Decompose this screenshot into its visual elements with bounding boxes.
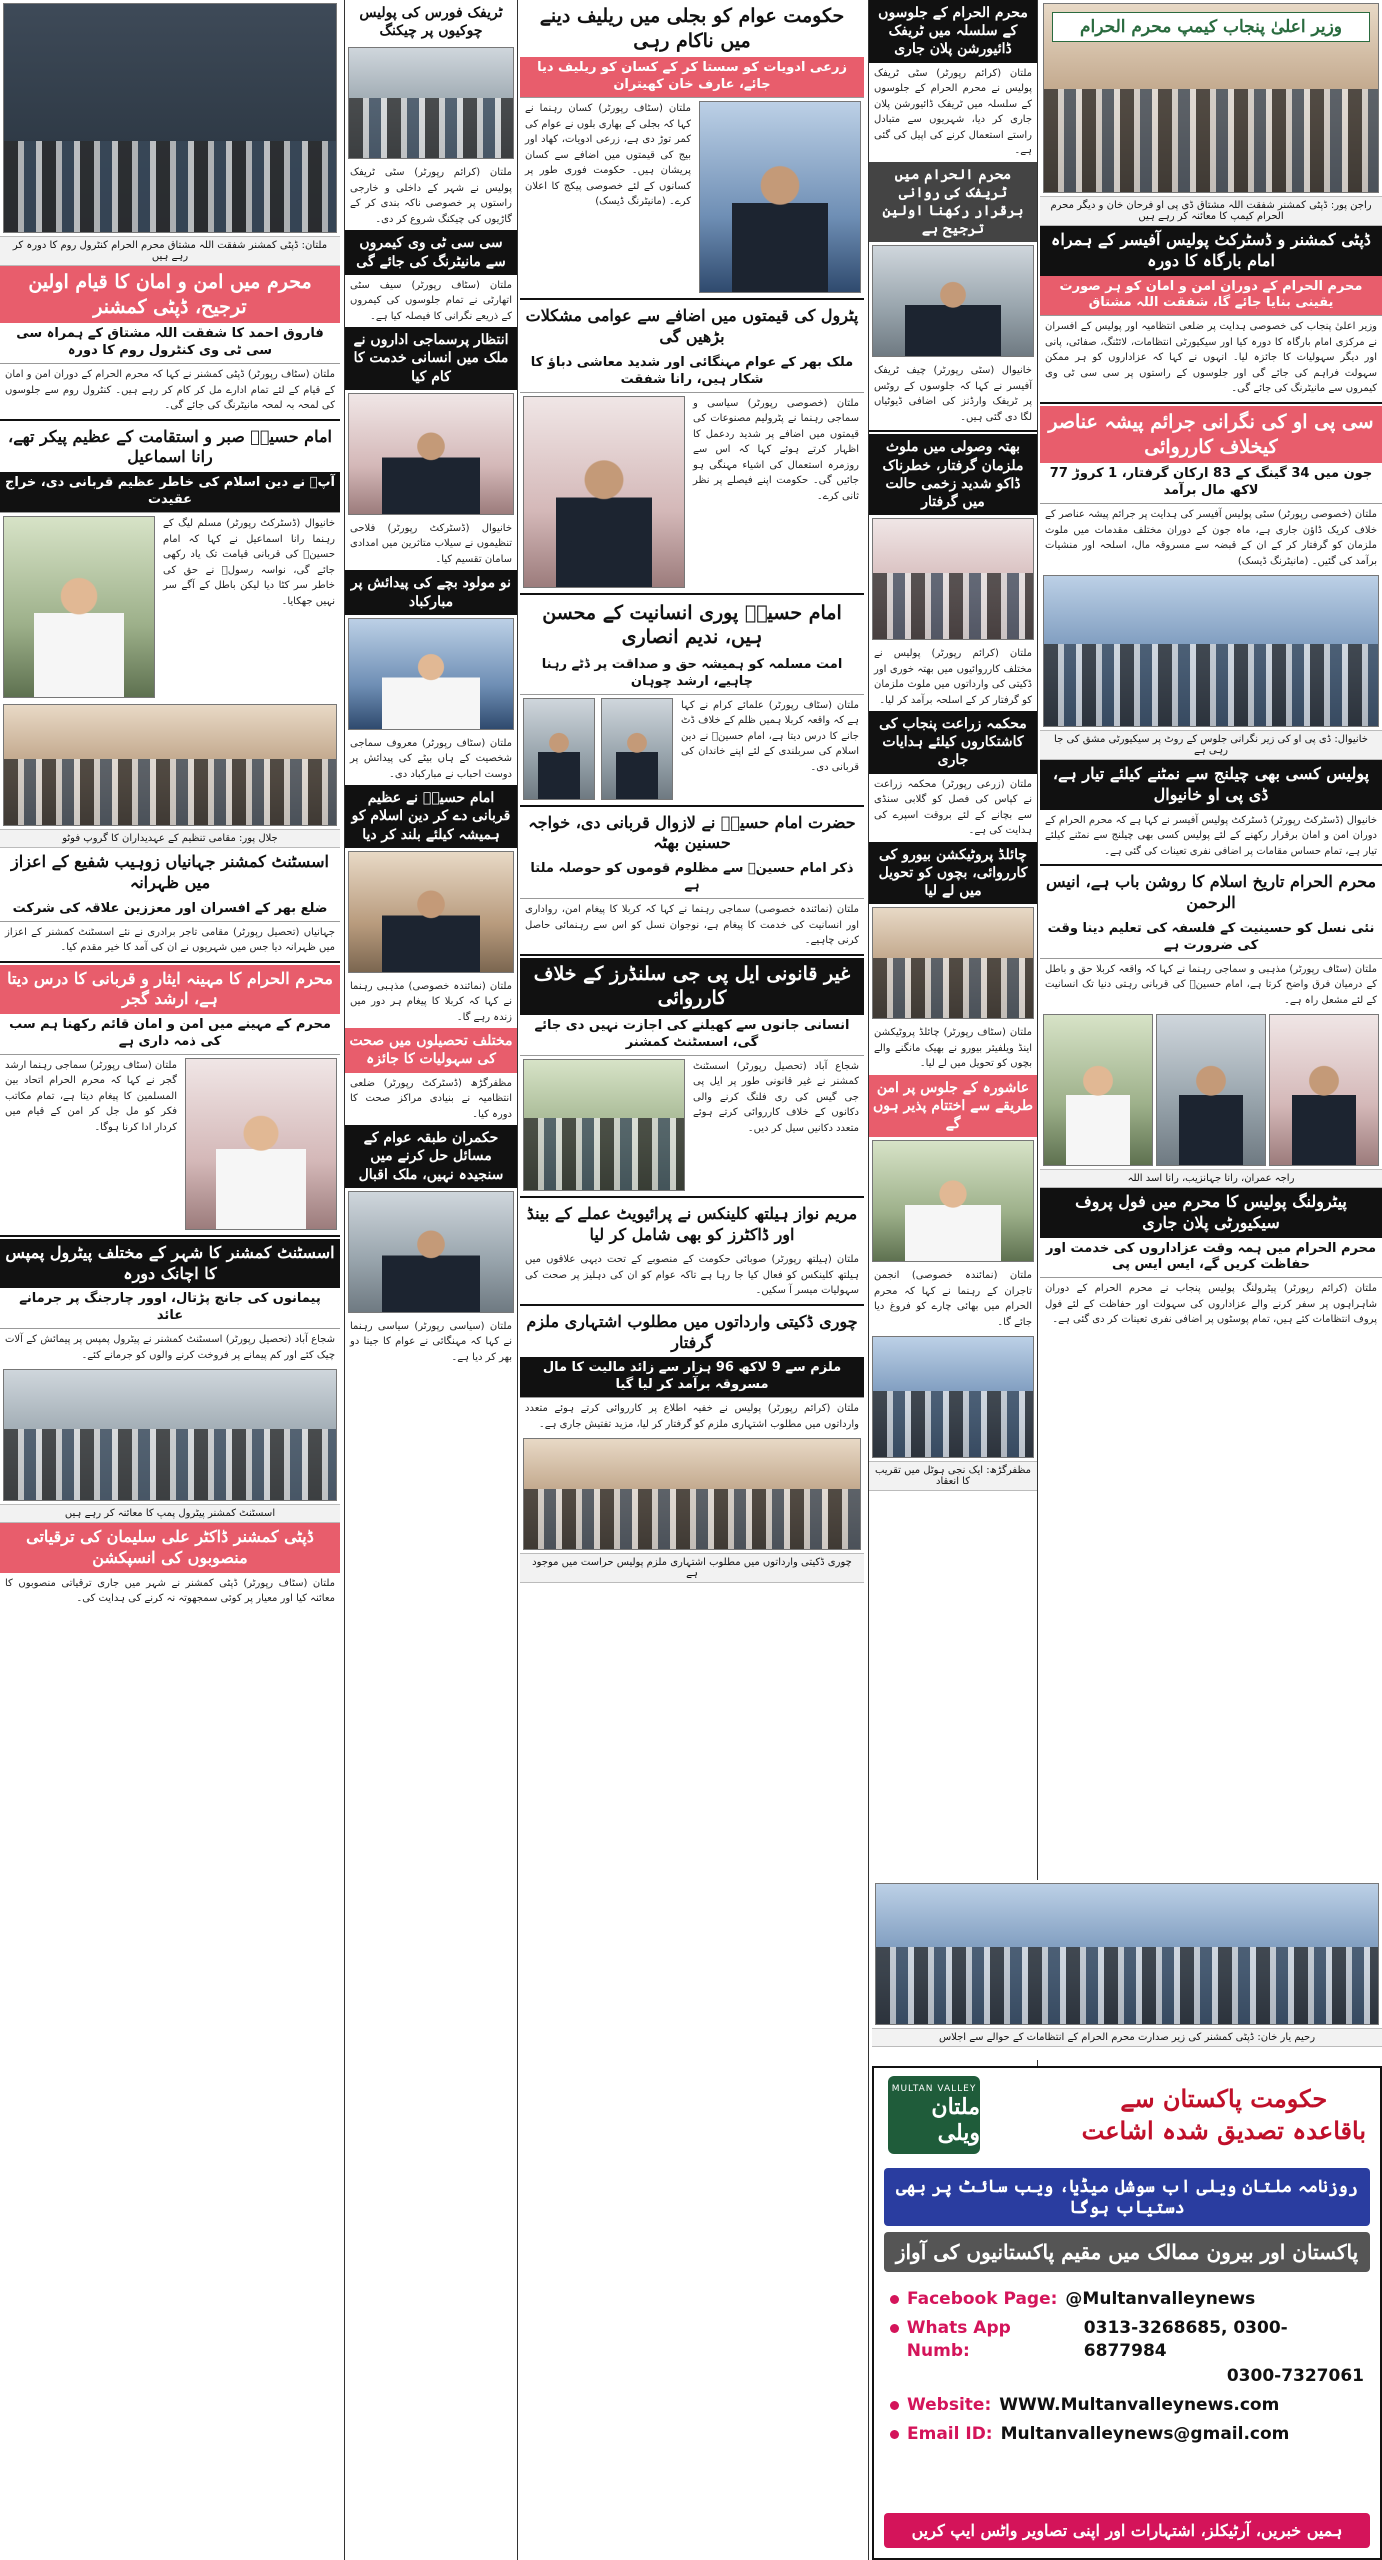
headline-lpg: غیر قانونی ایل پی جی سلنڈرز کے خلاف کارروائی	[520, 958, 864, 1015]
unesco-portrait	[348, 393, 514, 515]
hussain-portrait-1	[601, 698, 673, 800]
hussain-portrait-2	[523, 698, 595, 800]
meeting-block	[872, 1880, 1382, 2060]
headline-traffic-force: ٹریفک فورس کی پولیس چوکیوں پر چیکنگ	[359, 5, 503, 40]
column-4	[344, 0, 518, 2560]
email-row[interactable]: Email ID: Multanvalleynews@gmail.com	[890, 2423, 1364, 2446]
lpg-photo	[523, 1059, 685, 1191]
portrait-3	[1043, 1014, 1153, 1166]
headline-maryam: مریم نواز ہیلتھ کلینکس نے پرائیویٹ عملے کے بینڈ اور ڈاکٹرز کو بھی شامل کر لیا	[526, 1203, 858, 1244]
portraits-caption: راجہ عمران، رانا جہانزیب، رانا اسد اللہ	[1040, 1169, 1382, 1188]
subhead-lpg: انسانی جانوں سے کھیلنے کی اجازت نہیں دی جائے گی، اسسٹنٹ کمشنر	[520, 1015, 864, 1056]
subhead-peace: فاروق احمد کا شفقت اللہ مشتاق کے ہمراہ سی سی ٹی وی کنٹرول روم کا دورہ	[0, 323, 340, 364]
headline-imam: امام حسینؑ نے عظیم قربانی دے کر دین اسلام کو ہمیشہ کیلئے بلند کر دیا	[345, 785, 517, 848]
headline-robbery: چوری ڈکیتی وارداتوں میں مطلوب اشتہاری ملزم گرفتار	[526, 1311, 858, 1352]
body-proof: ملتان (کرائم رپورٹر) پیٹرولنگ پولیس پنجاب نے محرم الحرام کے دوران شاہراہوں پر سفر کرنے والے عزاداروں کی سہولت اور حفاظت کے لئے فول پروف انتظامات کئے ہیں، تمام پوسٹوں پر اضافی نفری تعینات کر دی گئی ہے۔	[1045, 1283, 1377, 1326]
body-tribute: خانیوال (سٹی رپورٹر) چیف ٹریفک آفیسر نے کہا کہ جلوسوں کے روٹس پر ٹریفک وارڈنز کی اضافی ڈیوٹیاں لگا دی گئی ہیں۔	[874, 365, 1032, 423]
checkpoint-photo	[348, 47, 514, 159]
body-ashura: ملتان (نمائندہ خصوصی) انجمن تاجران کے رہنما نے کہا کہ محرم الحرام میں بھائی چارے کو فروغ دیا جائے گا۔	[874, 1270, 1032, 1328]
robbery-photo	[523, 1438, 861, 1550]
camp-photo	[1043, 3, 1379, 193]
subhead-islam: نئی نسل کو حسینیت کے فلسفہ کی تعلیم دینا وقت کی ضرورت ہے	[1040, 918, 1382, 959]
headline-tribute: محرم الحرام میں ٹریفک کی روانی برقرار رکھنا اولین ترجیح ہے	[869, 162, 1037, 243]
ad-footer: ہمیں خبریں، آرٹیکلز، اشتہارات اور اپنی تصاویر واٹس ایپ کریں	[884, 2513, 1370, 2548]
body-police-ready: خانیوال (ڈسٹرکٹ رپورٹر) ڈسٹرکٹ پولیس آفیسر نے کہا ہے کہ محرم الحرام کے دوران امن و امان برقرار رکھنے کے لئے پولیس کسی بھی چیلنج سے نمٹنے کیلئے تیار ہے، تمام حساس مقامات پر اضافی نفری تعینات کی گئی ہے۔	[1045, 814, 1377, 857]
bullet-icon	[890, 2295, 899, 2304]
headline-resilience: امام حسینؑ صبر و استقامت کے عظیم پیکر تھے، رانا اسماعیل	[8, 426, 332, 467]
control-room-photo	[3, 3, 337, 233]
headline-proof: پیٹرولنگ پولیس کا محرم میں فول پروف سیکیورٹی پلان جاری	[1040, 1188, 1382, 1238]
whatsapp-row-2: 0300-7327061	[1226, 2365, 1364, 2386]
whatsapp-row[interactable]: Whats App Numb: 0313-3268685, 0300-6877984	[890, 2317, 1364, 2363]
body-islam: ملتان (سٹاف رپورٹر) مذہبی و سماجی رہنما نے کہا کہ واقعہ کربلا حق و باطل کے درمیان فرق واضح کرتا ہے، امام حسینؑ کی قربانی رہتی دنیا تک انسانیت کے لئے مشعل راہ ہے۔	[1045, 963, 1377, 1006]
headline-arrest: بھتہ وصولی میں ملوث ملزمان گرفتار، خطرناک ڈاکو شدید زخمی حالت میں گرفتار	[869, 434, 1037, 515]
control-room-caption: ملتان: ڈپٹی کمشنر شفقت اللہ مشتاق محرم الحرام کنٹرول روم کا دورہ کر رہے ہیں	[0, 236, 340, 266]
subhead-robbery: ملزم سے 9 لاکھ 96 ہزار سے زائد مالیت کا مال مسروقہ برآمد کر لیا گیا	[520, 1357, 864, 1398]
ad-contacts	[874, 2278, 1380, 2456]
prices-portrait	[523, 396, 685, 588]
relief-portrait	[699, 101, 861, 293]
official-portrait	[872, 245, 1034, 357]
body-cpo: ملتان (خصوصی رپورٹر) سٹی پولیس آفیسر کی ہدایت پر جرائم پیشہ عناصر کے خلاف کریک ڈاؤن جاری ہے، ماہ جون کے دوران مختلف مقدمات میں ملوث ملزمان کو گرفتار کر کے ان کے قبضہ سے مسروقہ مال، اسلحہ اور منشیات برآمد کی گئیں۔ (مانیٹرنگ ڈیسک)	[1045, 509, 1377, 567]
subhead-prices: ملک بھر کے عوام مہنگائی اور شدید معاشی دباؤ کا شکار ہیں، رانا شفقت	[520, 352, 864, 393]
body-unesco: خانیوال (ڈسٹرکٹ رپورٹر) فلاحی تنظیموں نے سیلاب متاثرین میں امدادی سامان تقسیم کیا۔	[350, 522, 512, 565]
subhead-sacrifice: ذکر امام حسینؑ سے مظلوم قوموں کو حوصلہ ملتا ہے	[520, 858, 864, 899]
subhead-cpo: جون میں 34 گینگ کے 83 ارکان گرفتار، 1 کروڑ 77 لاکھ مال برآمد	[1040, 463, 1382, 504]
headline-hussain: امام حسینؑ پوری انسانیت کے محسن ہیں، ندیم انصاری	[542, 601, 842, 649]
body-sacrifice: ملتان (نمائندہ خصوصی) سماجی رہنما نے کہا کہ کربلا کا پیغام امن، رواداری اور انسانیت کی خدمت کا پیغام ہے، نوجوان نسل کو اس سے رہنمائی حاصل کرنی چاہیے۔	[525, 904, 859, 947]
bullet-icon	[890, 2401, 899, 2410]
body-robbery: ملتان (کرائم رپورٹر) پولیس نے خفیہ اطلاع پر کارروائی کرتے ہوئے متعدد وارداتوں میں مطلوب اشتہاری ملزم کو گرفتار کر لیا، مزید تفتیش جاری ہے۔	[525, 1403, 859, 1430]
subhead-relief: زرعی ادویات کو سستا کر کے کسان کو ریلیف دیا جائے، عارف خان کھیتران	[520, 57, 864, 98]
subhead-resilience: آپؑ نے دین اسلام کی خاطر عظیم قربانی دی، خراج عقیدت	[0, 472, 340, 513]
headline-dev: ڈپٹی کمشنر ڈاکٹر علی سلیمان کی ترقیاتی منصوبوں کی انسپکشن	[0, 1523, 340, 1573]
body-traffic-force: ملتان (کرائم رپورٹر) سٹی ٹریفک پولیس نے شہر کے داخلی و خارجی راستوں پر خصوصی ناکہ بندی کر کے گاڑیوں کی چیکنگ شروع کر دی۔	[350, 167, 512, 225]
body-traffic: ملتان (کرائم رپورٹر) سٹی ٹریفک پولیس نے محرم الحرام کے جلوسوں کے سلسلہ میں ٹریفک ڈائیورشن پلان جاری کر دیا، شہریوں سے متبادل راستے استعمال کرنے کی اپیل کی گئی ہے۔	[874, 67, 1032, 157]
headline-agri: محکمہ زراعت پنجاب کی کاشتکاروں کیلئے ہدایات جاری	[869, 711, 1037, 774]
headline-health: مختلف تحصیلوں میں صحت کی سہولیات کا جائزہ	[345, 1028, 517, 1072]
pump-caption: اسسٹنٹ کمشنر پیٹرول پمپ کا معائنہ کر رہے ہیں	[0, 1504, 340, 1523]
multan-valley-logo: MULTAN VALLEY ملتان ویلی	[888, 2076, 980, 2154]
body-relief: ملتان (سٹاف رپورٹر) کسان رہنما نے کہا کہ بجلی کے بھاری بلوں نے عوام کی کمر توڑ دی ہے، زرعی ادویات، کھاد اور بیج کی قیمتوں میں اضافے سے کسان پریشان ہیں۔ حکومت فوری طور پر کسانوں کے لئے خصوصی پیکج کا اعلان کرے۔ (مانیٹرنگ ڈیسک)	[525, 103, 691, 208]
headline-baby: نو مولود بچے کی پیدائش پر مبارکباد	[345, 570, 517, 614]
body-cctv: ملتان (سٹاف رپورٹر) سیف سٹی اتھارٹی نے تمام جلوسوں کی کیمروں کے ذریعے نگرانی کا فیصلہ کیا ہے۔	[350, 279, 512, 322]
subhead-lesson: محرم کے مہینے میں امن و امان قائم رکھنا ہم سب کی ذمہ داری ہے	[0, 1014, 340, 1055]
headline-ashura: عاشورہ کے جلوس پر امن طریقے سے اختتام پذیر ہوں گے	[869, 1075, 1037, 1138]
headline-police-ready: پولیس کسی بھی چیلنج سے نمٹنے کیلئے تیار ہے، ڈی پی او خانیوال	[1040, 760, 1382, 810]
headline-cpo: سی پی او کی نگرانی جرائم پیشہ عناصر کیخلاف کارروائی	[1040, 406, 1382, 463]
group-photo	[3, 704, 337, 826]
body-health: مظفرگڑھ (ڈسٹرکٹ رپورٹر) ضلعی انتظامیہ نے بنیادی مراکز صحت کا دورہ کیا۔	[350, 1077, 512, 1120]
subhead-petrol: پیمانوں کی جانچ پڑتال، اوور چارجنگ پر جرمانے عائد	[0, 1288, 340, 1329]
headline-lesson: محرم الحرام کا مہینہ ایثار و قربانی کا درس دیتا ہے، ارشد گجر	[0, 965, 340, 1015]
headline-chart: چائلڈ پروٹیکشن بیورو کی کارروائی، بچوں کو تحویل میں لے لیا	[869, 842, 1037, 905]
multan-valley-ad	[872, 2066, 1382, 2560]
body-peace: ملتان (سٹاف رپورٹر) ڈپٹی کمشنر نے کہا کہ محرم الحرام کے دوران امن و امان کے قیام کے لئے تمام ادارے مل کر کام کر رہے ہیں۔ کنٹرول روم سے جلوسوں کی لمحہ بہ لمحہ مانیٹرنگ کی جائے گی۔	[5, 369, 335, 412]
subhead-ac: ضلع بھر کے افسران اور معززین علاقہ کی شرکت	[0, 898, 340, 922]
portrait-1	[1269, 1014, 1379, 1166]
headline-unesco: انتظار پرسماجی اداروں نے ملک میں انسانی خدمت کا کام کیا	[345, 327, 517, 390]
body-resilience: خانیوال (ڈسٹرکٹ رپورٹر) مسلم لیگ کے رہنما رانا اسماعیل نے کہا کہ امام حسینؑ کی قربانی قیامت تک یاد رکھی جائے گی، نواسہ رسولؐ نے حق کی خاطر سر کٹا دیا لیکن باطل کے آگے سر نہیں جھکایا۔	[163, 518, 335, 607]
headline-peace: محرم میں امن و امان کا قیام اولین ترجیح، ڈپٹی کمشنر	[0, 266, 340, 323]
subhead-dc-dpo: محرم الحرام کے دوران امن و امان کو ہر صورت یقینی بنایا جائے گا، شفقت اللہ مشتاق	[1040, 276, 1382, 317]
crowd-graphic	[1044, 89, 1378, 192]
bullet-icon	[890, 2430, 899, 2439]
police-parade-photo	[1043, 575, 1379, 727]
meeting-caption: رحیم یار خان: ڈپٹی کمشنر کی زیر صدارت محرم الحرام کے انتظامات کے حوالے سے اجلاس	[872, 2028, 1382, 2047]
headline-prices: پٹرول کی قیمتوں میں اضافے سے عوامی مشکلات بڑھیں گی	[525, 306, 859, 346]
police-caption: خانیوال: ڈی پی او کی زیر نگرانی جلوس کے روٹ پر سیکیورٹی مشق کی جا رہی ہے	[1040, 730, 1382, 760]
headline-sacrifice: حضرت امام حسینؑ نے لازوال قربانی دی، خواجہ حسنین بھٹہ	[528, 812, 856, 853]
body-baby: ملتان (سٹاف رپورٹر) معروف سماجی شخصیت کے ہاں بیٹے کی پیدائش پر دوست احباب نے مبارکباد دی۔	[350, 737, 512, 780]
camp-banner: وزیر اعلیٰ پنجاب کیمپ محرم الحرام	[1052, 12, 1370, 42]
group-caption: جلال پور: مقامی تنظیم کے عہدیداران کا گروپ فوٹو	[0, 829, 340, 848]
headline-cctv: سی سی ٹی وی کیمروں سے مانیٹرنگ کی جائے گی	[345, 230, 517, 274]
body-ac: جہانیاں (تحصیل رپورٹر) مقامی تاجر برادری نے نئے اسسٹنٹ کمشنر کے اعزاز میں ظہرانہ دیا جس میں شہریوں نے ان کی آمد کا خیر مقدم کیا۔	[5, 926, 335, 954]
portrait-2	[1156, 1014, 1266, 1166]
bullet-icon	[890, 2324, 899, 2333]
facebook-row[interactable]: Facebook Page: @Multanvalleynews	[890, 2288, 1364, 2311]
column-5	[0, 0, 340, 2560]
body-agri: ملتان (زرعی رپورٹر) محکمہ زراعت نے کپاس کی فصل کو گلابی سنڈی سے بچانے کے لئے بروقت اسپرے کی ہدایت کی ہے۔	[874, 778, 1032, 837]
resilience-portrait	[3, 516, 155, 698]
headline-relief: حکومت عوام کو بجلی میں ریلیف دینے میں ناکام رہی	[539, 5, 845, 52]
headline-muharram-traffic: محرم الحرام کے جلوسوں کے سلسلہ میں ٹریفک ڈائیورشن پلان جاری	[869, 0, 1037, 63]
hotel-photo	[872, 1336, 1034, 1458]
website-row[interactable]: Website: WWW.Multanvalleynews.com	[890, 2394, 1364, 2417]
portrait-row	[1040, 1011, 1382, 1169]
lesson-portrait	[185, 1058, 337, 1230]
body-petrol: شجاع آباد (تحصیل رپورٹر) اسسٹنٹ کمشنر نے پیٹرول پمپس پر پیمائش کے آلات چیک کئے اور کم پیمانے پر فروخت کرنے والوں کو جرمانے کئے۔	[5, 1334, 335, 1361]
imam-portrait	[348, 851, 514, 973]
body-prices: ملتان (خصوصی رپورٹر) سیاسی و سماجی رہنما نے پٹرولیم مصنوعات کی قیمتوں میں اضافے پر شدید ردعمل کا اظہار کرتے ہوئے کہا کہ اس سے روزمرہ استعمال کی اشیاء مہنگی ہو جائیں گی۔ حکومت اپنے فیصلے پر نظر ثانی کرے۔	[693, 397, 859, 502]
body-hussain: ملتان (سٹاف رپورٹر) علمائے کرام نے کہا ہے کہ واقعہ کربلا ہمیں ظلم کے خلاف ڈٹ جانے کا درس دیتا ہے، امام حسینؑ نے دین اسلام کی سربلندی کے لئے اپنے خاندان کی قربانی دی۔	[681, 699, 859, 773]
robbery-caption: چوری ڈکیتی وارداتوں میں مطلوب اشتہاری ملزم پولیس حراست میں موجود ہے	[520, 1553, 864, 1583]
body-arrest: ملتان (کرائم رپورٹر) پولیس نے مختلف کارروائیوں میں بھتہ خوری اور ڈکیتی کی وارداتوں میں ملوث ملزمان کو گرفتار کر کے اسلحہ برآمد کر لیا۔	[874, 648, 1032, 706]
column-3	[520, 0, 864, 2560]
body-dc-dpo: وزیر اعلیٰ پنجاب کی خصوصی ہدایت پر ضلعی انتظامیہ اور پولیس کے افسران نے مرکزی امام بارگاہ کا دورہ کیا اور سیکیورٹی انتظامات، لائٹنگ، صفائی، پانی اور دیگر سہولیات کا جائزہ لیا۔ انہوں نے کہا کہ عزاداروں کو ہر ممکن سہولت فراہم کی جائے گی اور جلوسوں کے راستوں پر سی سی ٹی وی کیمروں سے مانیٹرنگ کی جائے گی۔	[1045, 321, 1377, 395]
children-photo	[872, 907, 1034, 1019]
pump-photo	[3, 1369, 337, 1501]
subhead-hussain: امت مسلمہ کو ہمیشہ حق و صداقت پر ڈٹے رہنا چاہیے، ارشد چوہان	[520, 654, 864, 695]
baby-photo	[348, 618, 514, 730]
ad-band-social: روزنامہ ملتان ویلی اب سوشل میڈیا، ویب سائٹ پر بھی دستیاب ہوگا	[884, 2168, 1370, 2226]
camp-caption: راجن پور: ڈپٹی کمشنر شفقت اللہ مشتاق ڈی پی او فرحان خان و دیگر محرم الحرام کیمپ کا معائنہ کر رہے ہیں	[1040, 196, 1382, 226]
subhead-proof: محرم الحرام میں ہمہ وقت عزاداروں کی خدمت اور حفاظت کریں گے، ایس ایس پی	[1040, 1238, 1382, 1279]
col2-bottom-caption: مظفرگڑھ: ایک نجی ہوٹل میں تقریب کا انعقاد	[869, 1461, 1037, 1491]
body-maryam: ملتان (ہیلتھ رپورٹر) صوبائی حکومت کے منصوبے کے تحت دیہی علاقوں میں ہیلتھ کلینکس کو فعال کیا جا رہا ہے تاکہ عوام کو ان کی دہلیز پر صحت کی سہولیات میسر آ سکیں۔	[525, 1254, 859, 1297]
body-lesson: ملتان (سٹاف رپورٹر) سماجی رہنما ارشد گجر نے کہا کہ محرم الحرام اتحاد بین المسلمین کا پیغام دیتا ہے، تمام مکاتب فکر کو مل جل کر امن کے قیام میں کردار ادا کرنا ہوگا۔	[5, 1059, 177, 1133]
ad-band-voice: پاکستان اور بیرون ممالک میں مقیم پاکستانیوں کی آواز	[884, 2232, 1370, 2272]
final-portrait	[348, 1191, 514, 1313]
body-dev: ملتان (سٹاف رپورٹر) ڈپٹی کمشنر نے شہر میں جاری ترقیاتی منصوبوں کا معائنہ کیا اور معیار پر کوئی سمجھوتہ نہ کرنے کی ہدایت کی۔	[5, 1577, 335, 1605]
ad-gov-text: حکومت پاکستان سے باقاعدہ تصدیق شدہ اشاعت	[1081, 2083, 1366, 2145]
headline-dc-dpo: ڈپٹی کمشنر و ڈسٹرکٹ پولیس آفیسر کے ہمراہ امام بارگاہ کا دورہ	[1040, 226, 1382, 276]
body-final: ملتان (سیاسی رپورٹر) سیاسی رہنما نے کہا کہ مہنگائی نے عوام کا جینا دو بھر کر دیا ہے۔	[350, 1320, 512, 1363]
body-imam: ملتان (نمائندہ خصوصی) مذہبی رہنما نے کہا کہ کربلا کا پیغام ہر دور میں زندہ رہے گا۔	[350, 980, 512, 1023]
body-chart: ملتان (سٹاف رپورٹر) چائلڈ پروٹیکشن اینڈ ویلفیئر بیورو نے بھیک مانگنے والے بچوں کو تحویل میں لے لیا۔	[874, 1027, 1032, 1070]
headline-petrol: اسسٹنٹ کمشنر کا شہر کے مختلف پیٹرول پمپس کا اچانک دورہ	[0, 1239, 340, 1289]
elder-portrait	[872, 1140, 1034, 1262]
body-lpg: شجاع آباد (تحصیل رپورٹر) اسسٹنٹ کمشنر نے غیر قانونی طور پر ایل پی جی گیس کی ری فلنگ کرنے والی دکانوں کے خلاف کارروائی کرتے ہوئے متعدد دکانیں سیل کر دیں۔	[693, 1060, 859, 1134]
arrest-photo	[872, 518, 1034, 640]
meeting-photo	[875, 1883, 1379, 2025]
headline-islam: محرم الحرام تاریخ اسلام کا روشن باب ہے، انیس الرحمن	[1045, 872, 1377, 912]
headline-ac: اسسٹنٹ کمشنر جہانیاں زوہیب شفیع کے اعزاز میں ظہرانہ	[11, 852, 329, 892]
headline-final: حکمران طبقہ عوام کے مسائل حل کرنے میں سنجیدہ نہیں، ملک اقبال	[345, 1125, 517, 1188]
